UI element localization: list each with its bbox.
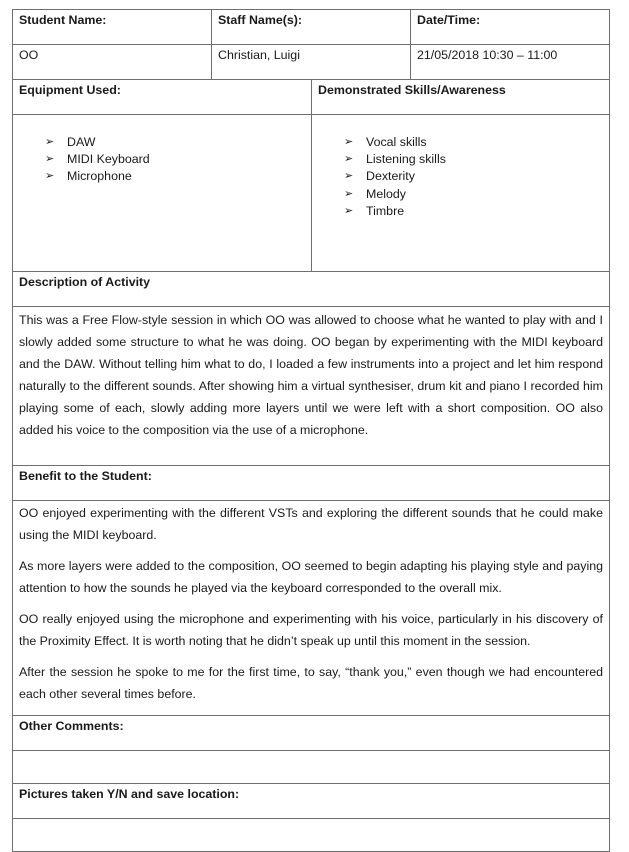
arrow-bullet-icon: ➢ [45,153,55,166]
staff-names-value: Christian, Luigi [212,45,411,80]
pictures-value [13,819,610,852]
description-label: Description of Activity [13,272,610,307]
benefit-label-row [13,466,610,501]
list-item: ➢ Microphone [45,168,305,185]
benefit-cell [13,501,610,716]
other-comments-row [13,751,610,784]
pictures-row [13,819,610,852]
arrow-bullet-icon: ➢ [45,136,55,148]
benefit-row [13,501,610,716]
arrow-bullet-icon: ➢ [344,187,354,200]
report-table [12,9,610,852]
datetime-label: Date/Time: [411,10,610,45]
list-item: ➢ Timbre [344,203,603,220]
equipment-label: Equipment Used: [13,80,312,115]
pictures-label: Pictures taken Y/N and save location: [13,784,610,819]
arrow-bullet-icon: ➢ [344,170,354,183]
section-labels-row [13,80,610,115]
benefit-paragraph: After the session he spoke to me for the first time, to say, “thank you,” even though we had encountered each other several times before. [19,665,603,701]
list-item: ➢ DAW [45,134,305,151]
staff-names-label: Staff Name(s): [212,10,411,45]
student-name-value: OO [13,45,212,80]
list-item: ➢ Vocal skills [344,134,603,151]
arrow-bullet-icon: ➢ [344,136,354,148]
arrow-bullet-icon: ➢ [344,153,354,166]
list-item: ➢ MIDI Keyboard [45,151,305,168]
skills-label: Demonstrated Skills/Awareness [312,80,610,115]
arrow-bullet-icon: ➢ [344,204,354,217]
equipment-list [19,134,305,186]
skills-cell [312,115,610,272]
other-comments-label-row [13,716,610,751]
other-comments-label: Other Comments: [13,716,610,751]
benefit-label: Benefit to the Student: [13,466,610,501]
arrow-bullet-icon: ➢ [45,170,55,183]
description-text: This was a Free Flow-style session in which OO was allowed to choose what he wanted to play with and I slowly added some structure to what he was doing. OO began by experimenting with the MIDI keyboard and the DAW. Without telling him what to do, I loaded a few instruments into a project and let him respond naturally to the different sounds. After showing him a virtual synthesiser, drum kit and piano I recorded him playing some of each, slowly adding more layers until we were left with a short composition. OO also added his voice to the composition via the use of a microphone. [19,313,603,437]
list-item: ➢ Listening skills [344,151,603,168]
description-row [13,307,610,466]
list-item: ➢ Dexterity [344,168,603,185]
header-values-row [13,45,610,80]
list-item: ➢ Melody [344,186,603,203]
equipment-cell [13,115,312,272]
description-cell [13,307,610,466]
skills-list [318,134,603,220]
other-comments-value [13,751,610,784]
benefit-paragraph: OO really enjoyed using the microphone and experimenting with his voice, particularly in his discovery of the Proximity Effect. It is worth noting that he didn’t speak up until this moment in the session. [19,612,603,648]
session-report-form [12,9,609,852]
pictures-label-row [13,784,610,819]
benefit-paragraph: OO enjoyed experimenting with the different VSTs and exploring the different sounds that he could make using the MIDI keyboard. [19,506,603,542]
description-label-row [13,272,610,307]
header-labels-row [13,10,610,45]
datetime-value: 21/05/2018 10:30 – 11:00 [411,45,610,80]
lists-row [13,115,610,272]
benefit-paragraph: As more layers were added to the composition, OO seemed to begin adapting his playing style and paying attention to how the sounds he played via the keyboard corresponded to the overall mix. [19,559,603,595]
student-name-label: Student Name: [13,10,212,45]
